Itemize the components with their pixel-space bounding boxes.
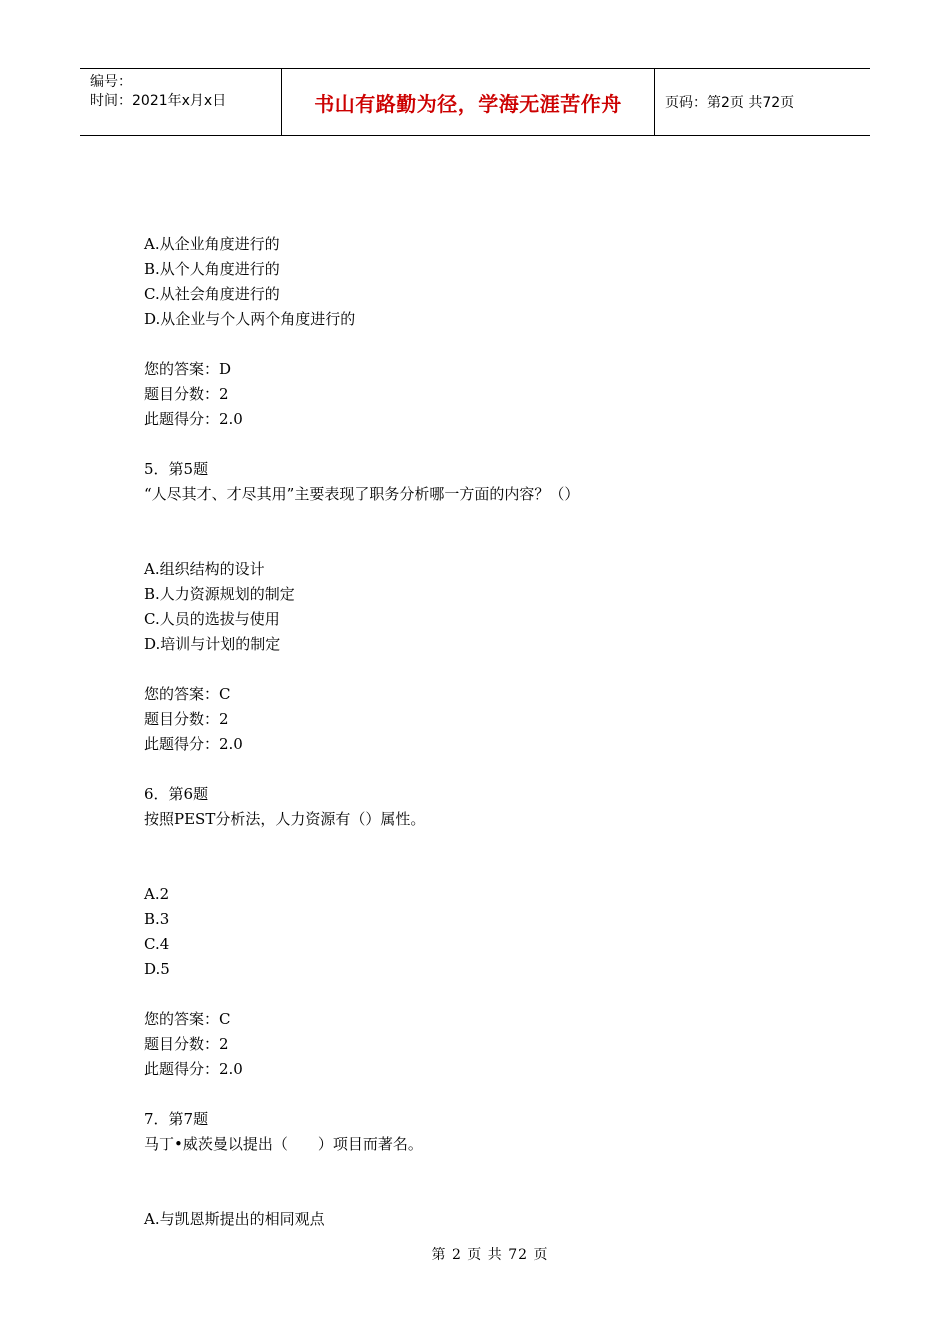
question-points: 题目分数：2 bbox=[144, 710, 229, 728]
serial-label: 编号： bbox=[90, 74, 132, 90]
question-number: 7．第7题 bbox=[144, 1110, 209, 1128]
question-block-6 bbox=[144, 782, 844, 1082]
header-page-info: 页码：第2页 共72页 bbox=[665, 95, 795, 111]
option-c: C.4 bbox=[144, 935, 170, 953]
page-header bbox=[80, 68, 870, 136]
question-score: 此题得分：2.0 bbox=[144, 735, 243, 753]
option-c: C.人员的选拔与使用 bbox=[144, 610, 280, 628]
option-b: B.从个人角度进行的 bbox=[144, 260, 280, 278]
option-a: A.从企业角度进行的 bbox=[144, 235, 280, 253]
time-label: 时间：2021年x月x日 bbox=[90, 93, 227, 109]
question-block-5 bbox=[144, 457, 844, 757]
option-a: A.组织结构的设计 bbox=[144, 560, 265, 578]
question-number: 5．第5题 bbox=[144, 460, 209, 478]
question-number: 6．第6题 bbox=[144, 785, 209, 803]
your-answer: 您的答案：C bbox=[144, 685, 231, 703]
option-d: D.培训与计划的制定 bbox=[144, 635, 281, 653]
option-d: D.从企业与个人两个角度进行的 bbox=[144, 310, 356, 328]
question-points: 题目分数：2 bbox=[144, 1035, 229, 1053]
question-text: 按照PEST分析法，人力资源有（）属性。 bbox=[144, 810, 426, 828]
option-d: D.5 bbox=[144, 960, 170, 978]
option-a: A.2 bbox=[144, 885, 170, 903]
question-block-7 bbox=[144, 1107, 844, 1232]
your-answer: 您的答案：C bbox=[144, 1010, 231, 1028]
option-b: B.3 bbox=[144, 910, 170, 928]
question-points: 题目分数：2 bbox=[144, 385, 229, 403]
page-footer: 第 2 页 共 72 页 bbox=[431, 1247, 549, 1263]
header-meta bbox=[80, 69, 281, 135]
header-motto: 书山有路勤为径，学海无涯苦作舟 bbox=[281, 69, 655, 135]
option-c: C.从社会角度进行的 bbox=[144, 285, 280, 303]
option-a: A.与凯恩斯提出的相同观点 bbox=[144, 1210, 325, 1228]
question-block-4 bbox=[144, 232, 844, 432]
your-answer: 您的答案：D bbox=[144, 360, 232, 378]
question-score: 此题得分：2.0 bbox=[144, 410, 243, 428]
document-body bbox=[144, 232, 844, 1232]
question-text: “人尽其才、才尽其用”主要表现了职务分析哪一方面的内容？（） bbox=[144, 485, 580, 503]
question-text: 马丁•威茨曼以提出（ ）项目而著名。 bbox=[144, 1135, 423, 1153]
option-b: B.人力资源规划的制定 bbox=[144, 585, 295, 603]
question-score: 此题得分：2.0 bbox=[144, 1060, 243, 1078]
